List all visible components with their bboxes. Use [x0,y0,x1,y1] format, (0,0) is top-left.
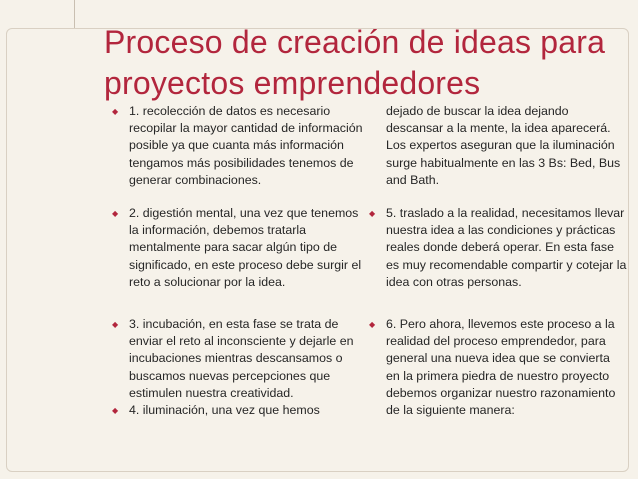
list-item [369,316,627,419]
list-item [112,402,364,419]
bullet-icon: ◆ [112,107,119,116]
bullet-icon: ◆ [369,320,376,329]
bullet-text: 1. recolección de datos es necesario recopilar la mayor cantidad de información posible ya que cuanta más información tengamos más posibilidades tenemos de generar combinaciones. [129,104,363,187]
bullet-text: 5. traslado a la realidad, necesitamos llevar nuestra idea a las condiciones y prácticas reales donde deberá operar. En esta fase es muy recomendable compartir y cotejar la idea con otras personas. [386,206,627,289]
list-item [112,205,364,291]
bullet-icon: ◆ [112,320,119,329]
slide-title: Proceso de creación de ideas para proyectos emprendedores [104,24,606,101]
bullet-text: 6. Pero ahora, llevemos este proceso a la realidad del proceso emprendedor, para general una nueva idea que se convierta en la primera piedra de nuestro proyecto debemos organizar nuestro razonamiento de la siguiente manera: [386,317,616,418]
continued-text: dejado de buscar la idea dejando descansar a la mente, la idea aparecerá. Los expertos aseguran que la iluminación surge habitualmente en las 3 Bs: Bed, Bus and Bath. [386,104,621,187]
bullet-text: 4. iluminación, una vez que hemos [129,403,320,417]
bullet-icon: ◆ [112,406,119,415]
bullet-text: 2. digestión mental, una vez que tenemos la información, debemos tratarla mentalmente para sacar algún tipo de significado, en este proceso debe surgir el reto a solucionar por la idea. [129,206,362,289]
list-item [112,103,364,189]
bullet-text: 3. incubación, en esta fase se trata de enviar el reto al inconsciente y dejarle en incubaciones mientras descansamos o buscamos nuevas percepciones que estimulen nuestra creatividad. [129,317,354,400]
decorative-rule [74,0,75,28]
bullet-icon: ◆ [112,209,119,218]
bullet-icon: ◆ [369,209,376,218]
list-item [369,205,627,291]
list-item [112,316,364,402]
